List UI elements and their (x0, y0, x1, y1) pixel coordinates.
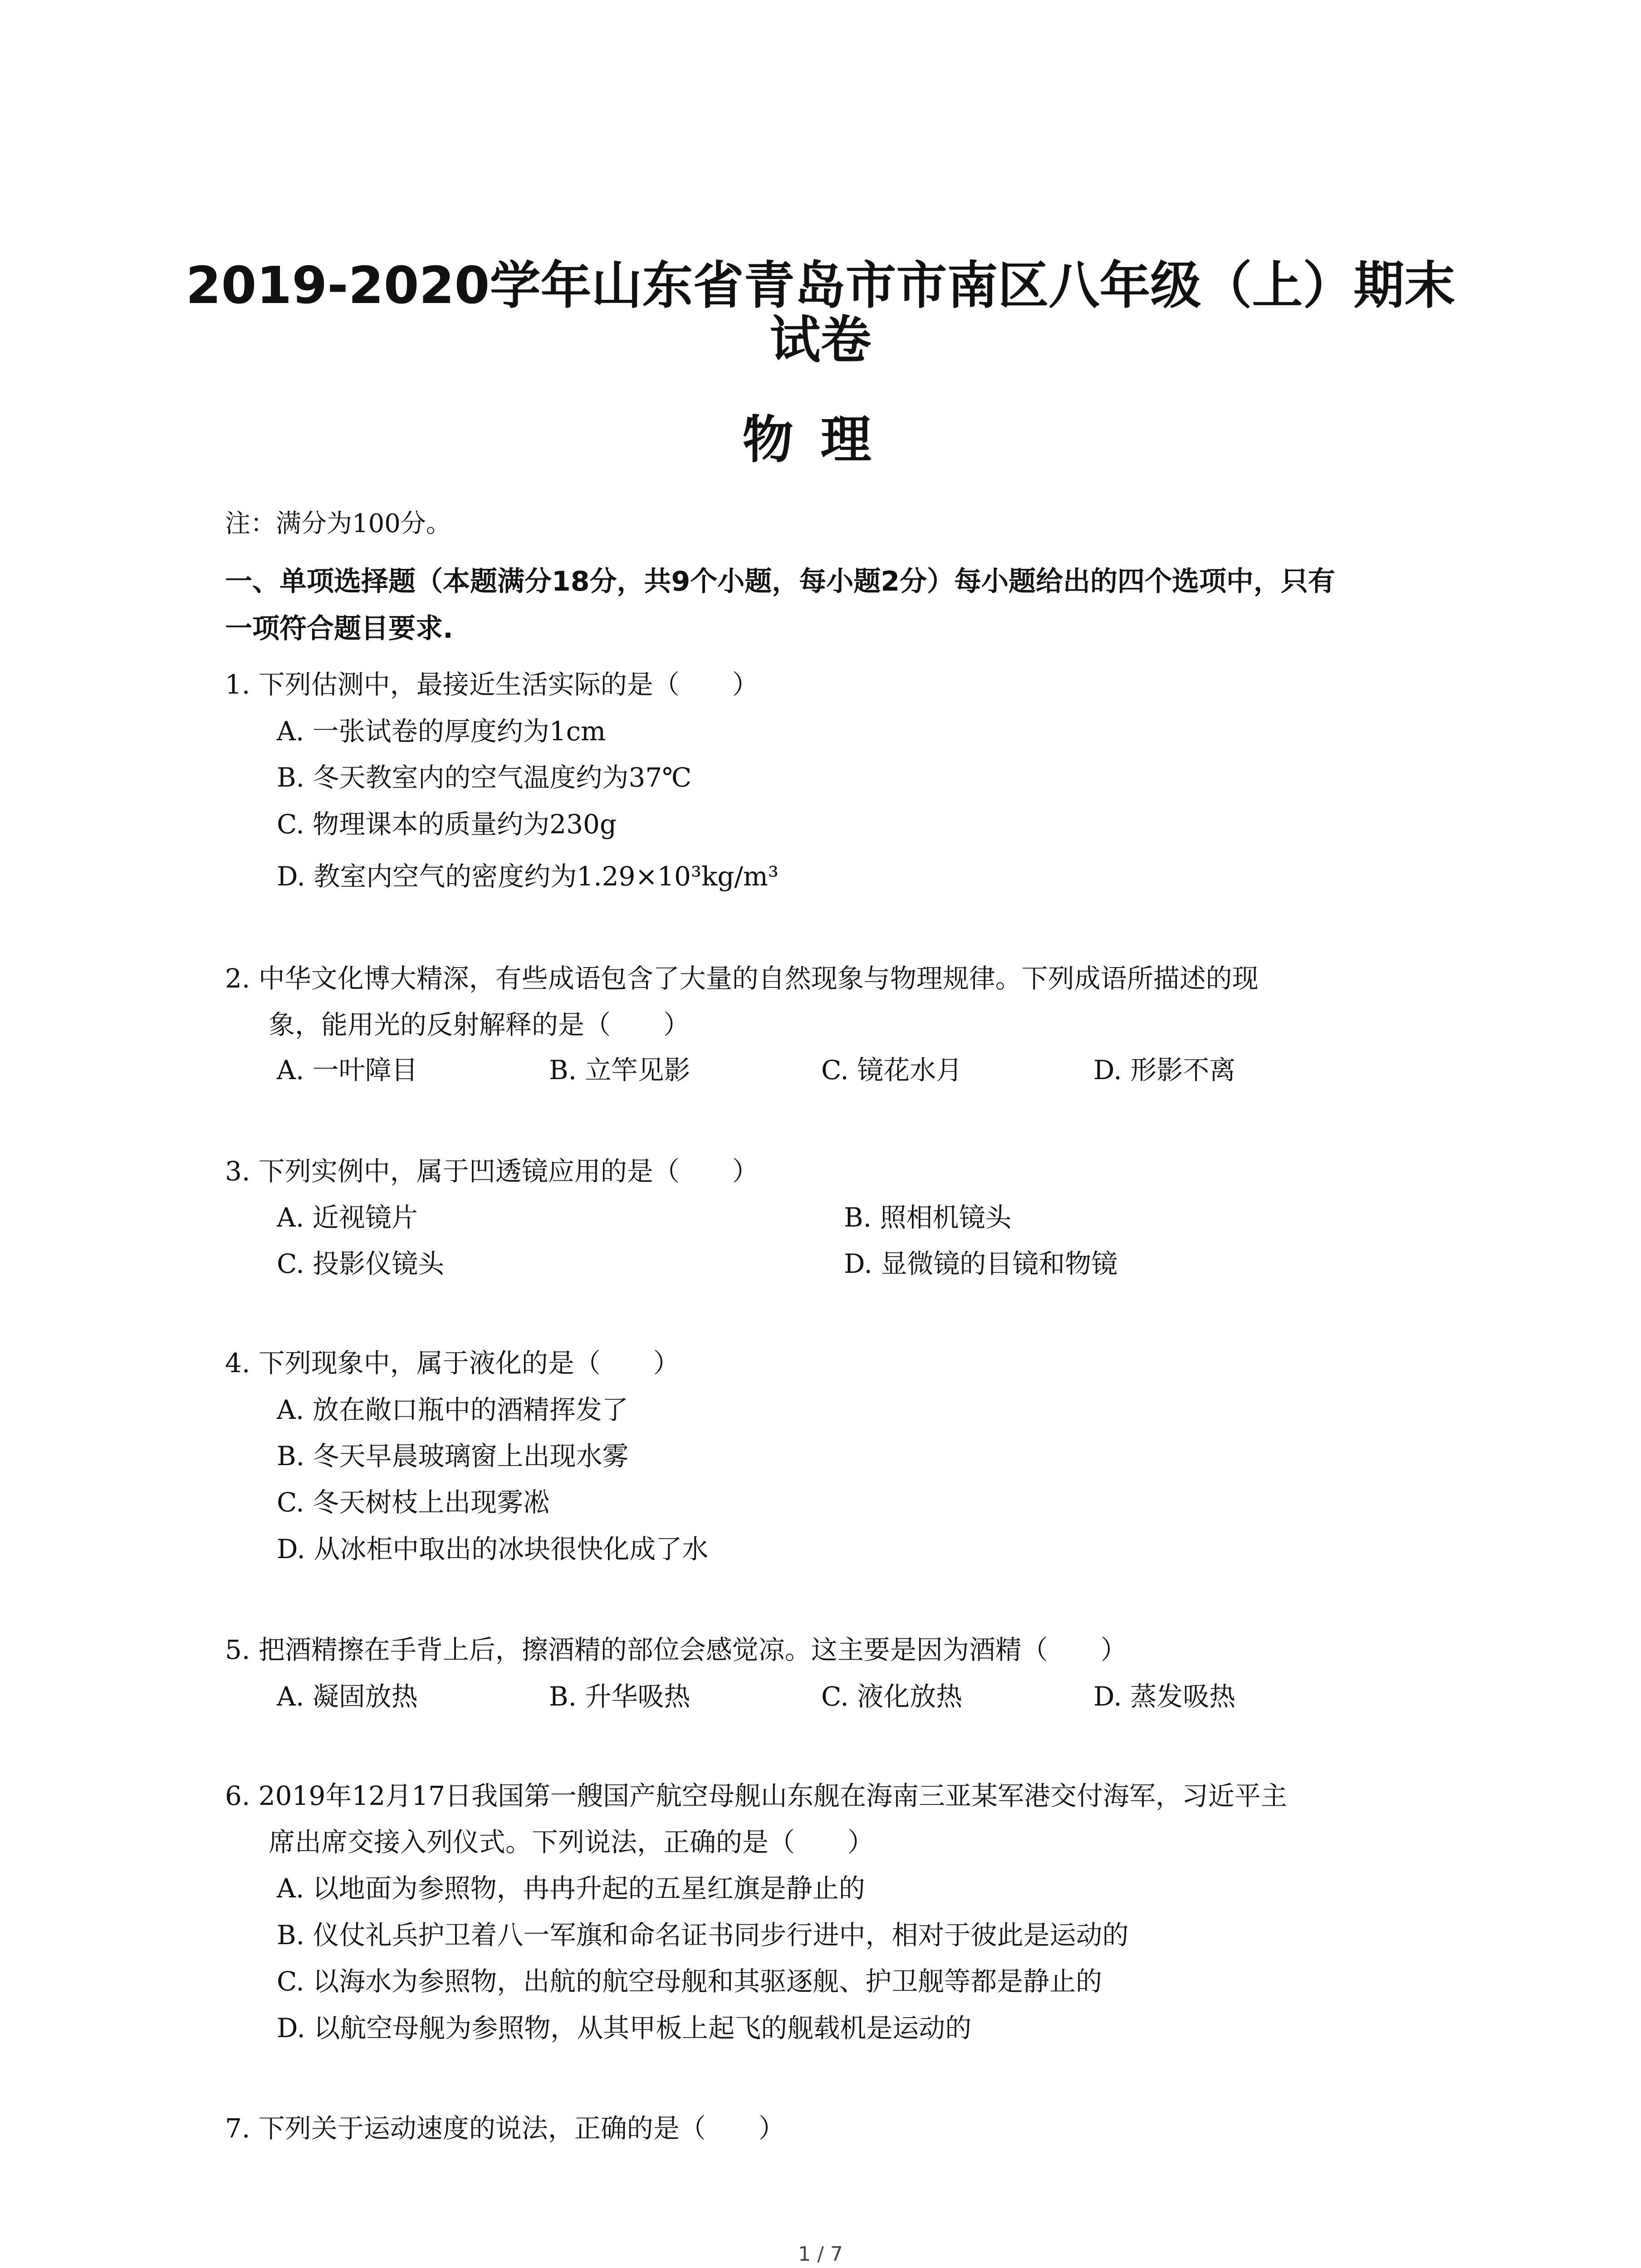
q2-stem-line1: 2. 中华文化博大精深，有些成语包含了大量的自然现象与物理规律。下列成语所描述的现 (225, 963, 1259, 994)
q4-option-a: A. 放在敞口瓶中的酒精挥发了 (277, 1394, 628, 1425)
q4-option-d: D. 从冰柜中取出的冰块很快化成了水 (277, 1534, 709, 1564)
q6-option-a: A. 以地面为参照物，冉冉升起的五星红旗是静止的 (277, 1873, 865, 1904)
q2-stem-line2: 象，能用光的反射解释的是（ ） (269, 1009, 690, 1040)
q6-option-c: C. 以海水为参照物，出航的航空母舰和其驱逐舰、护卫舰等都是静止的 (277, 1966, 1102, 1997)
q2-option-a: A. 一叶障目 (277, 1055, 418, 1085)
q4-option-c: C. 冬天树枝上出现雾凇 (277, 1487, 550, 1518)
section1-heading-line2: 一项符合题目要求. (225, 613, 453, 645)
q3-option-c: C. 投影仪镜头 (277, 1248, 445, 1279)
q1-option-d: D. 教室内空气的密度约为1.29×10³kg/m³ (277, 861, 779, 892)
q5-option-c: C. 液化放热 (821, 1681, 963, 1712)
q5-option-a: A. 凝固放热 (277, 1681, 418, 1712)
q1-option-a: A. 一张试卷的厚度约为1cm (277, 716, 606, 747)
q3-option-a: A. 近视镜片 (277, 1202, 418, 1233)
q6-option-d: D. 以航空母舰为参照物，从其甲板上起飞的舰载机是运动的 (277, 2013, 972, 2043)
q6-stem-line1: 6. 2019年12月17日我国第一艘国产航空母舰山东舰在海南三亚某军港交付海军，习近平主 (225, 1780, 1287, 1811)
section1-heading-line1: 一、单项选择题（本题满分18分，共9个小题，每小题2分）每小题给出的四个选项中，只有 (225, 566, 1335, 597)
q3-stem: 3. 下列实例中，属于凹透镜应用的是（ ） (225, 1156, 759, 1187)
q1-stem: 1. 下列估测中，最接近生活实际的是（ ） (225, 669, 759, 700)
q3-option-d: D. 显微镜的目镜和物镜 (844, 1248, 1118, 1279)
q3-option-b: B. 照相机镜头 (844, 1202, 1012, 1233)
q6-stem-line2: 席出席交接入列仪式。下列说法，正确的是（ ） (269, 1827, 874, 1857)
q1-option-b: B. 冬天教室内的空气温度约为37℃ (277, 762, 692, 793)
score-note: 注：满分为100分。 (225, 509, 451, 538)
q5-stem: 5. 把酒精擦在手背上后，擦酒精的部位会感觉凉。这主要是因为酒精（ ） (225, 1634, 1127, 1665)
q6-option-b: B. 仪仗礼兵护卫着八一军旗和命名证书同步行进中，相对于彼此是运动的 (277, 1920, 1129, 1950)
q2-option-d: D. 形影不离 (1093, 1055, 1236, 1085)
q4-stem: 4. 下列现象中，属于液化的是（ ） (225, 1348, 680, 1378)
q5-option-d: D. 蒸发吸热 (1093, 1681, 1236, 1712)
q7-stem: 7. 下列关于运动速度的说法，正确的是（ ） (225, 2113, 785, 2144)
q2-option-b: B. 立竿见影 (549, 1055, 691, 1085)
exam-title-line2: 试卷 (769, 311, 872, 370)
q4-option-b: B. 冬天早晨玻璃窗上出现水雾 (277, 1441, 629, 1471)
exam-title-line1: 2019-2020学年山东省青岛市市南区八年级（上）期末 (186, 256, 1455, 315)
q2-option-c: C. 镜花水月 (821, 1055, 963, 1085)
subject-heading: 物理 (742, 411, 899, 469)
q5-option-b: B. 升华吸热 (549, 1681, 691, 1712)
q1-option-c: C. 物理课本的质量约为230g (277, 809, 617, 840)
page-number: 1 / 7 (798, 2243, 843, 2266)
